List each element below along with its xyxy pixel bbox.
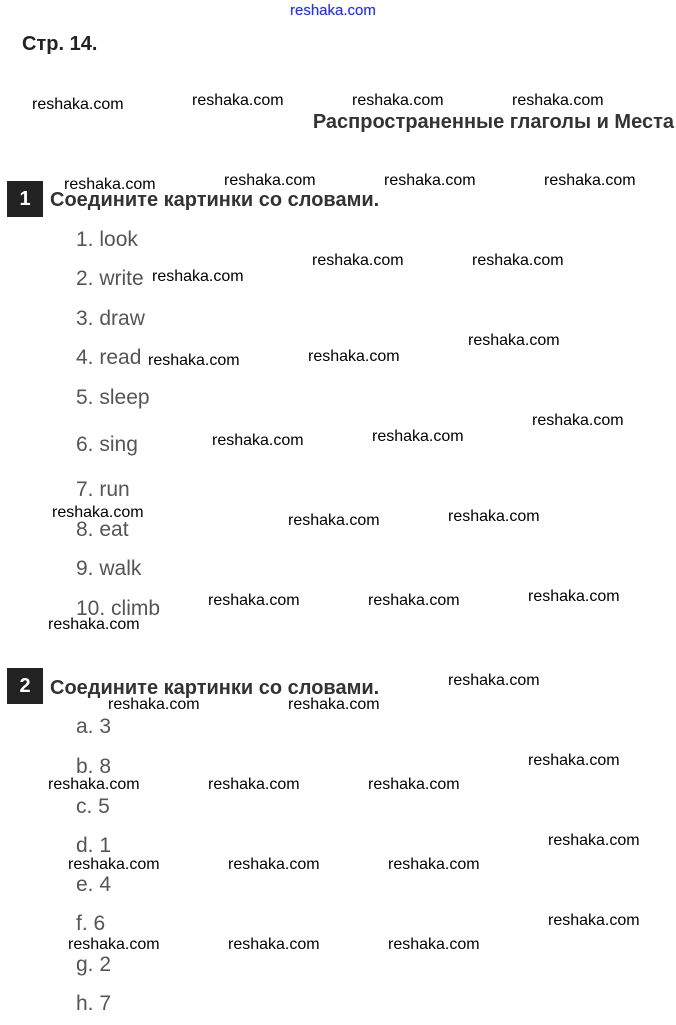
exercise-2-number-badge: 2 <box>7 668 43 704</box>
ex1-item-eat: 8. eat <box>76 518 129 541</box>
ex2-item-a: a. 3 <box>76 715 112 738</box>
ex2-item-c: c. 5 <box>76 795 110 818</box>
ex1-item-walk: 9. walk <box>76 557 142 580</box>
watermark: reshaka.com <box>192 92 284 109</box>
ex2-item-f: f. 6 <box>76 912 106 935</box>
watermark: reshaka.com <box>372 428 464 445</box>
section-title: Распространенные глаголы и Места <box>312 111 674 133</box>
watermark: reshaka.com <box>388 856 480 873</box>
watermark: reshaka.com <box>544 172 636 189</box>
watermark: reshaka.com <box>48 616 140 633</box>
ex2-item-g: g. 2 <box>76 953 112 976</box>
watermark: reshaka.com <box>308 348 400 365</box>
ex1-item-write: 2. write <box>76 267 144 290</box>
site-link[interactable]: reshaka.com <box>290 2 376 19</box>
watermark: reshaka.com <box>52 504 144 521</box>
watermark: reshaka.com <box>548 832 640 849</box>
exercise-1-number-badge: 1 <box>7 181 43 217</box>
watermark: reshaka.com <box>228 856 320 873</box>
watermark: reshaka.com <box>108 696 200 713</box>
watermark: reshaka.com <box>152 268 244 285</box>
page-number: Стр. 14. <box>22 33 98 55</box>
ex2-item-b: b. 8 <box>76 755 112 778</box>
watermark: reshaka.com <box>468 332 560 349</box>
watermark: reshaka.com <box>448 672 540 689</box>
ex1-item-look: 1. look <box>76 228 138 251</box>
watermark: reshaka.com <box>532 412 624 429</box>
watermark: reshaka.com <box>224 172 316 189</box>
watermark: reshaka.com <box>68 936 160 953</box>
watermark: reshaka.com <box>228 936 320 953</box>
watermark: reshaka.com <box>384 172 476 189</box>
watermark: reshaka.com <box>32 96 124 113</box>
watermark: reshaka.com <box>512 92 604 109</box>
watermark: reshaka.com <box>148 352 240 369</box>
watermark: reshaka.com <box>548 912 640 929</box>
watermark: reshaka.com <box>212 432 304 449</box>
watermark: reshaka.com <box>528 588 620 605</box>
watermark: reshaka.com <box>368 776 460 793</box>
watermark: reshaka.com <box>528 752 620 769</box>
watermark: reshaka.com <box>288 696 380 713</box>
watermark: reshaka.com <box>208 776 300 793</box>
watermark: reshaka.com <box>352 92 444 109</box>
watermark: reshaka.com <box>368 592 460 609</box>
watermark: reshaka.com <box>288 512 380 529</box>
watermark: reshaka.com <box>64 176 156 193</box>
ex1-item-read: 4. read <box>76 346 142 369</box>
ex2-item-e: e. 4 <box>76 873 112 896</box>
ex1-item-climb: 10. climb <box>76 597 161 620</box>
exercise-2-title: Соедините картинки со словами. <box>50 677 380 699</box>
watermark: reshaka.com <box>208 592 300 609</box>
watermark: reshaka.com <box>68 856 160 873</box>
watermark: reshaka.com <box>388 936 480 953</box>
ex2-item-d: d. 1 <box>76 834 112 857</box>
ex1-item-sing: 6. sing <box>76 433 138 456</box>
watermark: reshaka.com <box>472 252 564 269</box>
watermark: reshaka.com <box>312 252 404 269</box>
ex1-item-draw: 3. draw <box>76 307 145 330</box>
watermark: reshaka.com <box>448 508 540 525</box>
ex1-item-run: 7. run <box>76 478 130 501</box>
ex2-item-h: h. 7 <box>76 992 112 1015</box>
watermark: reshaka.com <box>48 776 140 793</box>
ex1-item-sleep: 5. sleep <box>76 386 150 409</box>
exercise-1-title: Соедините картинки со словами. <box>50 189 380 211</box>
